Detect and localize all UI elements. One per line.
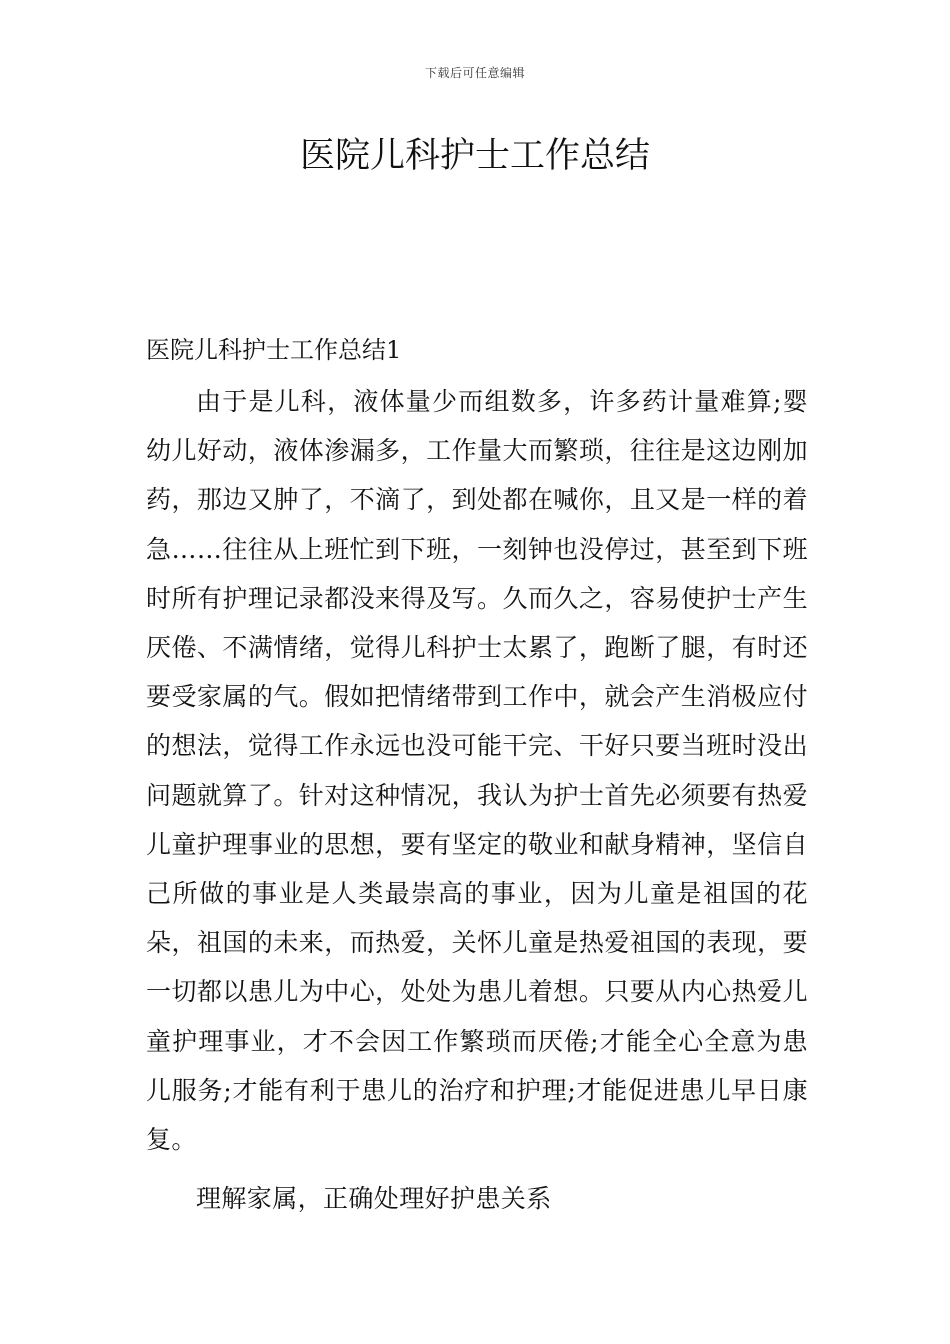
document-title: 医院儿科护士工作总结 xyxy=(299,136,650,176)
body-paragraph-2: 理解家属，正确处理好护患关系 xyxy=(196,1184,552,1213)
section-heading: 医院儿科护士工作总结1 xyxy=(146,336,402,364)
header-note: 下载后可任意编辑 xyxy=(424,66,525,80)
body-paragraph-1: 由于是儿科，液体量少而组数多，许多药计量难算;婴幼儿好动，液体渗漏多，工作量大而繁琐，往往是这边刚加药，那边又肿了，不滴了，到处都在喊你，且又是一样的着急……往往从上班忙到下班，一刻钟也没停过，甚至到下班时所有护理记录都没来得及写。久而久之，容易使护士产生厌倦、不满情绪，觉得儿科护士太累了，跑断了腿，有时还要受家属的气。假如把情绪带到工作中，就会产生消极应付的想法，觉得工作永远也没可能干完、干好只要当班时没出问题就算了。针对这种情况，我认为护士首先必须要有热爱儿童护理事业的思想，要有坚定的敬业和献身精神，坚信自己所做的事业是人类最崇高的事业，因为儿童是祖国的花朵，祖国的未来，而热爱，关怀儿童是热爱祖国的表现，要一切都以患儿为中心，处处为患儿着想。只要从内心热爱儿童护理事业，才不会因工作繁琐而厌倦;才能全心全意为患儿服务;才能有利于患儿的治疗和护理;才能促进患儿早日康复。 xyxy=(146,387,808,1155)
